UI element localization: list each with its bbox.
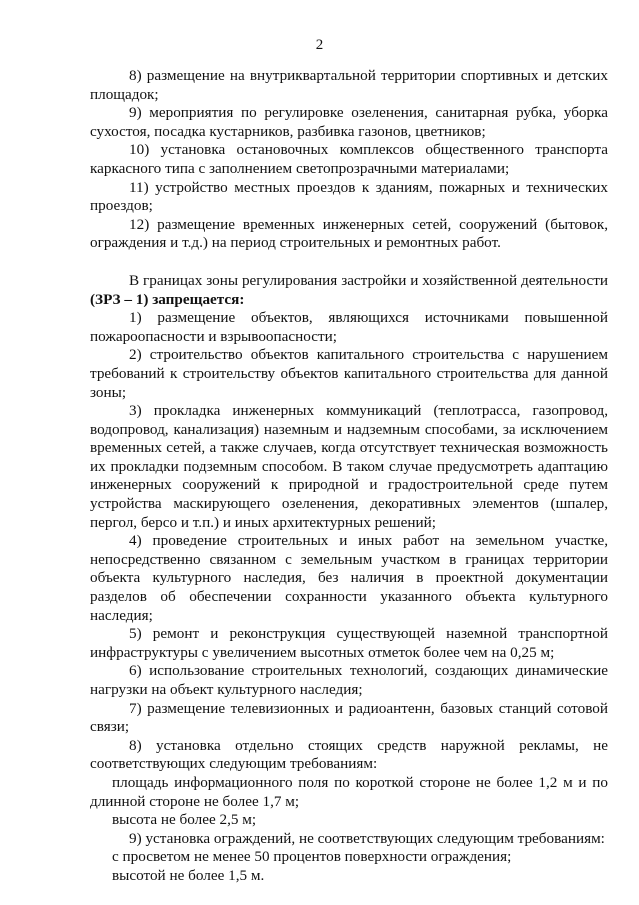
fence-requirement: с просветом не менее 50 процентов поверхности ограждения; (112, 848, 512, 866)
fence-requirement: высотой не более 1,5 м. (112, 866, 265, 884)
prohibited-item: 6) использование строительных технологий, создающих динамические нагрузки на объект культурного наследия; (90, 662, 608, 698)
allowed-item: 9) мероприятия по регулировке озеленения, санитарная рубка, уборка сухостоя, посадка кустарников, разбивка газонов, цветников; (90, 104, 608, 140)
prohibited-item: 4) проведение строительных и иных работ на земельном участке, непосредственно связанном с земельным участком в границах территории объекта культурного наследия, без наличия в проектной документации разделов об обеспечении сохранности указанного объекта культурного наследия; (90, 532, 608, 624)
ad-requirement: площадь информационного поля по короткой стороне не более 1,2 м и по длинной стороне не более 1,7 м; (90, 773, 608, 810)
fence-item: 9) установка ограждений, не соответствующих следующим требованиям: (129, 829, 605, 847)
allowed-item: 12) размещение временных инженерных сетей, сооружений (бытовок, ограждения и т.д.) на период строительных и ремонтных работ. (90, 215, 608, 252)
prohibited-item: 2) строительство объектов капитального строительства с нарушением требований к строительству объектов капитального строительства для данной зоны; (90, 346, 608, 401)
prohibited-item: 7) размещение телевизионных и радиоантенн, базовых станций сотовой связи; (90, 699, 608, 736)
page-number: 2 (315, 37, 324, 53)
ad-requirement: высота не более 2,5 м; (112, 811, 257, 829)
prohibited-item: 1) размещение объектов, являющихся источниками повышенной пожароопасности и взрывоопасности; (90, 309, 608, 345)
prohibited-intro (90, 272, 608, 309)
prohibited-item: 8) установка отдельно стоящих средств наружной рекламы, не соответствующих следующим требованиям: (90, 736, 608, 773)
allowed-item: 8) размещение на внутриквартальной территории спортивных и детских площадок; (90, 67, 608, 103)
prohibited-intro-bold: (ЗРЗ – 1) запрещается: (90, 290, 245, 308)
allowed-item: 10) установка остановочных комплексов общественного транспорта каркасного типа с заполнением светопрозрачными материалами; (90, 141, 608, 177)
prohibited-intro-text: В границах зоны регулирования застройки и хозяйственной деятельности (129, 271, 608, 289)
allowed-item: 11) устройство местных проездов к зданиям, пожарных и технических проездов; (90, 178, 608, 215)
prohibited-item: 5) ремонт и реконструкция существующей наземной транспортной инфраструктуры с увеличением высотных отметок более чем на 0,25 м; (90, 625, 608, 661)
document-body (90, 67, 608, 886)
prohibited-item: 3) прокладка инженерных коммуникаций (теплотрасса, газопровод, водопровод, канализация) наземным и надземным способами, за исключением временных сетей, а также случаев, когда отсутствует техническая возможность их прокладки подземным способом. В таком случае предусмотреть адаптацию инженерных сооружений к природной и градостроительной среде путем устройства маскирующего озеленения, декоративных элементов (шпалер, пергол, берсо и т.п.) и иных архитектурных решений; (90, 402, 608, 531)
